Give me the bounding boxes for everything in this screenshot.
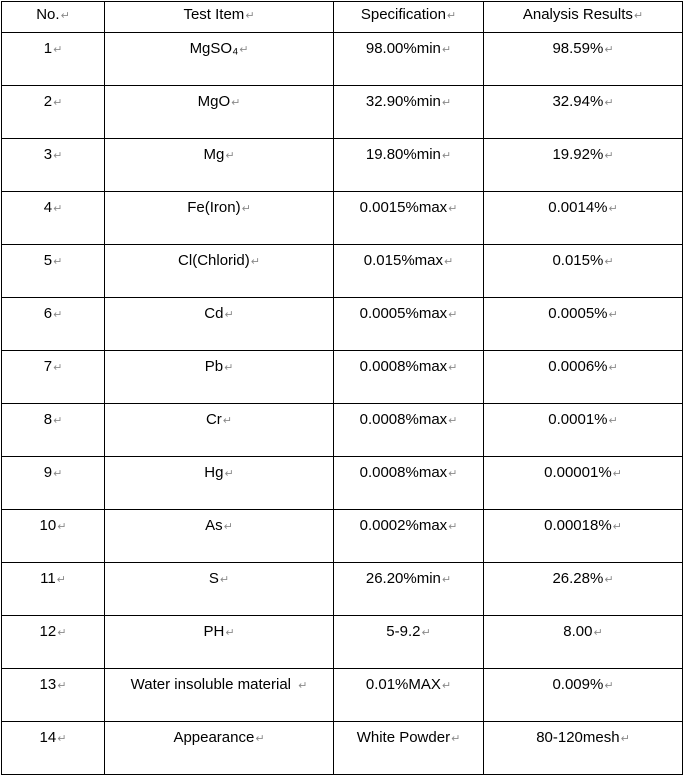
cell-analysis-result bbox=[484, 404, 683, 457]
cell-test-item bbox=[105, 351, 334, 404]
return-arrow-icon: ↵ bbox=[441, 44, 452, 56]
table-row bbox=[2, 245, 683, 298]
cell-specification-text: 19.80%min bbox=[365, 146, 441, 163]
return-arrow-icon: ↵ bbox=[608, 415, 618, 427]
cell-specification bbox=[334, 563, 484, 616]
cell-no bbox=[2, 669, 105, 722]
cell-specification-text: 0.01%MAX bbox=[365, 676, 441, 693]
cell-specification-text: 98.00%min bbox=[365, 40, 441, 57]
cell-specification-text: 32.90%min bbox=[365, 93, 441, 110]
cell-no bbox=[2, 404, 105, 457]
return-arrow-icon: ↵ bbox=[53, 362, 63, 374]
table-row bbox=[2, 457, 683, 510]
cell-test-item bbox=[105, 298, 334, 351]
cell-analysis-result-text: 26.28% bbox=[552, 570, 604, 587]
cell-analysis-result-text: 0.00018% bbox=[544, 517, 612, 534]
return-arrow-icon: ↵ bbox=[441, 680, 452, 692]
return-arrow-icon: ↵ bbox=[448, 468, 458, 480]
cell-test-item-text: PH bbox=[203, 623, 225, 640]
table-row bbox=[2, 192, 683, 245]
cell-no-text: 9 bbox=[43, 464, 53, 481]
cell-test-item-text: S bbox=[208, 570, 219, 587]
cell-specification bbox=[334, 298, 484, 351]
return-arrow-icon: ↵ bbox=[441, 97, 452, 109]
cell-analysis-result bbox=[484, 139, 683, 192]
header-label: No. bbox=[36, 6, 60, 23]
cell-test-item bbox=[105, 457, 334, 510]
cell-test-item bbox=[105, 139, 334, 192]
header-label: Test Item bbox=[183, 6, 245, 23]
cell-specification bbox=[334, 33, 484, 86]
return-arrow-icon: ↵ bbox=[224, 362, 234, 374]
cell-test-item bbox=[105, 86, 334, 139]
cell-specification-text: 0.0008%max bbox=[359, 358, 448, 375]
cell-analysis-result-text: 0.00001% bbox=[544, 464, 612, 481]
table-row bbox=[2, 351, 683, 404]
return-arrow-icon: ↵ bbox=[245, 10, 255, 22]
return-arrow-icon: ↵ bbox=[604, 256, 614, 268]
return-arrow-icon: ↵ bbox=[421, 627, 431, 639]
cell-specification-text: 0.0008%max bbox=[359, 411, 448, 428]
cell-analysis-result-text: 0.0014% bbox=[548, 199, 608, 216]
return-arrow-icon: ↵ bbox=[53, 256, 63, 268]
header-analysis-results bbox=[484, 2, 683, 33]
table-row bbox=[2, 139, 683, 192]
cell-specification-text: 0.0005%max bbox=[359, 305, 448, 322]
return-arrow-icon: ↵ bbox=[57, 521, 67, 533]
cell-no bbox=[2, 351, 105, 404]
cell-no-text: 1 bbox=[43, 40, 53, 57]
return-arrow-icon: ↵ bbox=[441, 150, 452, 162]
cell-no-text: 13 bbox=[39, 676, 57, 693]
cell-test-item bbox=[105, 616, 334, 669]
cell-no bbox=[2, 86, 105, 139]
cell-analysis-result bbox=[484, 457, 683, 510]
cell-analysis-result-text: 0.0006% bbox=[548, 358, 608, 375]
cell-specification bbox=[334, 669, 484, 722]
cell-test-item bbox=[105, 722, 334, 775]
cell-test-item-text: MgO bbox=[197, 93, 231, 110]
cell-test-item-text: Pb bbox=[204, 358, 224, 375]
cell-no-text: 7 bbox=[43, 358, 53, 375]
return-arrow-icon: ↵ bbox=[604, 574, 614, 586]
cell-analysis-result-text: 0.0001% bbox=[548, 411, 608, 428]
return-arrow-icon: ↵ bbox=[224, 309, 234, 321]
return-arrow-icon: ↵ bbox=[441, 574, 452, 586]
cell-no bbox=[2, 33, 105, 86]
table-row bbox=[2, 722, 683, 775]
cell-specification bbox=[334, 245, 484, 298]
cell-test-item bbox=[105, 510, 334, 563]
return-arrow-icon: ↵ bbox=[239, 44, 249, 56]
cell-test-item-text: Cr bbox=[205, 411, 222, 428]
cell-no-text: 6 bbox=[43, 305, 53, 322]
cell-test-item-text: MgSO₄ bbox=[189, 40, 239, 57]
table-row bbox=[2, 669, 683, 722]
cell-analysis-result bbox=[484, 669, 683, 722]
return-arrow-icon: ↵ bbox=[604, 44, 614, 56]
cell-no bbox=[2, 722, 105, 775]
cell-analysis-result-text: 0.009% bbox=[552, 676, 604, 693]
return-arrow-icon: ↵ bbox=[219, 574, 230, 586]
cell-no-text: 5 bbox=[43, 252, 53, 269]
header-test-item bbox=[105, 2, 334, 33]
cell-analysis-result bbox=[484, 33, 683, 86]
table-row bbox=[2, 86, 683, 139]
cell-specification bbox=[334, 510, 484, 563]
return-arrow-icon: ↵ bbox=[56, 574, 66, 586]
return-arrow-icon: ↵ bbox=[53, 415, 63, 427]
table-row bbox=[2, 298, 683, 351]
cell-analysis-result-text: 32.94% bbox=[552, 93, 604, 110]
cell-test-item-text: Water insoluble material bbox=[130, 676, 291, 693]
header-label: Analysis Results bbox=[522, 6, 633, 23]
return-arrow-icon: ↵ bbox=[446, 10, 457, 22]
cell-specification-text: 26.20%min bbox=[365, 570, 441, 587]
return-arrow-icon: ↵ bbox=[448, 309, 458, 321]
cell-test-item-text: Cl(Chlorid) bbox=[178, 252, 250, 269]
cell-specification bbox=[334, 457, 484, 510]
cell-no-text: 12 bbox=[39, 623, 57, 640]
cell-specification-text: 0.0008%max bbox=[359, 464, 448, 481]
cell-analysis-result bbox=[484, 722, 683, 775]
cell-no-text: 4 bbox=[43, 199, 53, 216]
return-arrow-icon: ↵ bbox=[53, 97, 63, 109]
cell-specification-text: White Powder bbox=[356, 729, 451, 746]
header-label: Specification bbox=[360, 6, 446, 23]
return-arrow-icon: ↵ bbox=[224, 468, 234, 480]
cell-no bbox=[2, 139, 105, 192]
cell-no bbox=[2, 510, 105, 563]
return-arrow-icon: ↵ bbox=[593, 627, 603, 639]
cell-analysis-result-text: 80-120mesh bbox=[536, 729, 620, 746]
return-arrow-icon: ↵ bbox=[250, 256, 260, 268]
return-arrow-icon: ↵ bbox=[608, 362, 618, 374]
table-row bbox=[2, 33, 683, 86]
cell-no-text: 8 bbox=[43, 411, 53, 428]
cell-no-text: 10 bbox=[39, 517, 57, 534]
cell-analysis-result bbox=[484, 510, 683, 563]
table-row bbox=[2, 616, 683, 669]
cell-specification-text: 0.015%max bbox=[363, 252, 443, 269]
cell-no-text: 11 bbox=[40, 570, 56, 587]
cell-analysis-result bbox=[484, 298, 683, 351]
cell-specification bbox=[334, 192, 484, 245]
return-arrow-icon: ↵ bbox=[241, 203, 251, 215]
cell-analysis-result-text: 0.015% bbox=[552, 252, 604, 269]
return-arrow-icon: ↵ bbox=[53, 44, 63, 56]
table-row bbox=[2, 510, 683, 563]
return-arrow-icon: ↵ bbox=[448, 203, 458, 215]
return-arrow-icon: ↵ bbox=[231, 97, 241, 109]
return-arrow-icon: ↵ bbox=[292, 680, 308, 692]
cell-no bbox=[2, 457, 105, 510]
cell-no bbox=[2, 298, 105, 351]
return-arrow-icon: ↵ bbox=[612, 521, 622, 533]
cell-test-item-text: Cd bbox=[204, 305, 224, 322]
return-arrow-icon: ↵ bbox=[225, 627, 235, 639]
cell-analysis-result bbox=[484, 563, 683, 616]
cell-no-text: 14 bbox=[39, 729, 57, 746]
cell-test-item-text: Hg bbox=[204, 464, 224, 481]
cell-no bbox=[2, 245, 105, 298]
return-arrow-icon: ↵ bbox=[53, 468, 63, 480]
return-arrow-icon: ↵ bbox=[57, 733, 67, 745]
cell-specification bbox=[334, 351, 484, 404]
header-specification bbox=[334, 2, 484, 33]
return-arrow-icon: ↵ bbox=[60, 10, 70, 22]
cell-analysis-result bbox=[484, 86, 683, 139]
cell-test-item-text: Fe(Iron) bbox=[187, 199, 241, 216]
cell-no-text: 3 bbox=[43, 146, 53, 163]
cell-specification bbox=[334, 722, 484, 775]
header-row bbox=[2, 2, 683, 33]
return-arrow-icon: ↵ bbox=[223, 521, 233, 533]
cell-test-item bbox=[105, 192, 334, 245]
cell-specification-text: 0.0002%max bbox=[359, 517, 448, 534]
return-arrow-icon: ↵ bbox=[448, 362, 458, 374]
cell-test-item bbox=[105, 245, 334, 298]
cell-specification-text: 0.0015%max bbox=[359, 199, 448, 216]
cell-no bbox=[2, 563, 105, 616]
return-arrow-icon: ↵ bbox=[633, 10, 644, 22]
cell-analysis-result-text: 0.0005% bbox=[548, 305, 608, 322]
cell-test-item bbox=[105, 563, 334, 616]
cell-specification-text: 5-9.2 bbox=[386, 623, 421, 640]
cell-analysis-result bbox=[484, 351, 683, 404]
return-arrow-icon: ↵ bbox=[608, 309, 618, 321]
cell-no-text: 2 bbox=[43, 93, 53, 110]
header-no bbox=[2, 2, 105, 33]
cell-test-item-text: As bbox=[205, 517, 223, 534]
return-arrow-icon: ↵ bbox=[57, 680, 67, 692]
cell-specification bbox=[334, 86, 484, 139]
cell-specification bbox=[334, 139, 484, 192]
cell-analysis-result bbox=[484, 192, 683, 245]
cell-analysis-result-text: 98.59% bbox=[552, 40, 604, 57]
return-arrow-icon: ↵ bbox=[608, 203, 618, 215]
return-arrow-icon: ↵ bbox=[444, 256, 454, 268]
cell-test-item bbox=[105, 404, 334, 457]
cell-analysis-result-text: 19.92% bbox=[552, 146, 604, 163]
cell-no bbox=[2, 616, 105, 669]
return-arrow-icon: ↵ bbox=[451, 733, 461, 745]
cell-test-item-text: Mg bbox=[203, 146, 225, 163]
return-arrow-icon: ↵ bbox=[255, 733, 265, 745]
cell-analysis-result bbox=[484, 616, 683, 669]
return-arrow-icon: ↵ bbox=[604, 97, 614, 109]
table-row bbox=[2, 404, 683, 457]
cell-analysis-result bbox=[484, 245, 683, 298]
cell-test-item bbox=[105, 669, 334, 722]
cell-analysis-result-text: 8.00 bbox=[563, 623, 593, 640]
return-arrow-icon: ↵ bbox=[222, 415, 233, 427]
return-arrow-icon: ↵ bbox=[448, 415, 458, 427]
return-arrow-icon: ↵ bbox=[604, 680, 614, 692]
return-arrow-icon: ↵ bbox=[53, 150, 63, 162]
table-row bbox=[2, 563, 683, 616]
cell-no bbox=[2, 192, 105, 245]
analysis-table bbox=[1, 1, 683, 775]
return-arrow-icon: ↵ bbox=[57, 627, 67, 639]
return-arrow-icon: ↵ bbox=[620, 733, 630, 745]
return-arrow-icon: ↵ bbox=[53, 309, 63, 321]
return-arrow-icon: ↵ bbox=[225, 150, 235, 162]
cell-test-item-text: Appearance bbox=[173, 729, 255, 746]
return-arrow-icon: ↵ bbox=[612, 468, 622, 480]
cell-specification bbox=[334, 616, 484, 669]
cell-test-item bbox=[105, 33, 334, 86]
return-arrow-icon: ↵ bbox=[53, 203, 63, 215]
cell-specification bbox=[334, 404, 484, 457]
return-arrow-icon: ↵ bbox=[448, 521, 458, 533]
return-arrow-icon: ↵ bbox=[604, 150, 614, 162]
